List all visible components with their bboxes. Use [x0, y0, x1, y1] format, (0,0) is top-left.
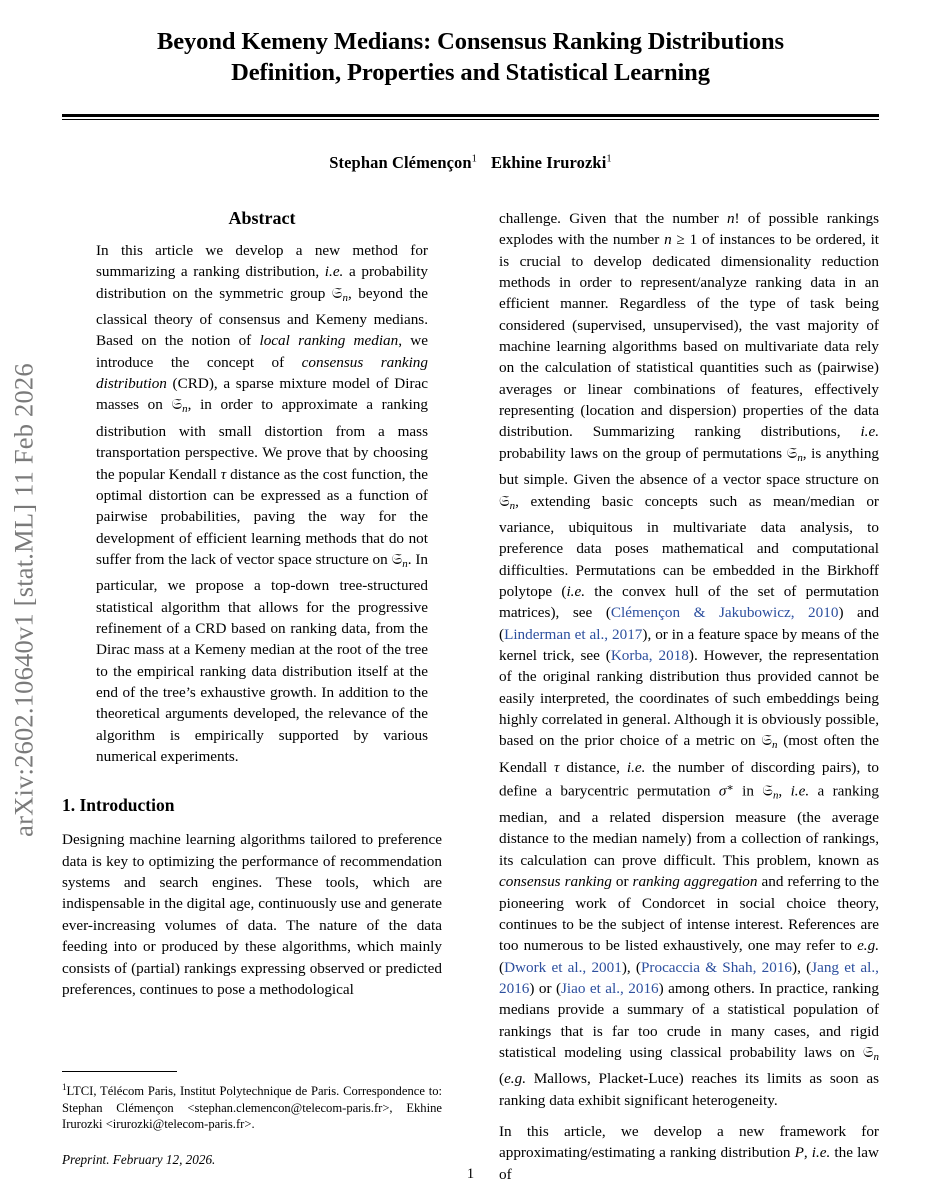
footnote-affiliation: $^1$LTCI, Télécom Paris, Institut Polytechnique de Paris. Correspondence to: Stephan Clémençon <stephan.clemencon@telecom-paris.fr>, Ekhine Irurozki <irurozki@telecom-paris.fr>.	[62, 1082, 442, 1132]
title-block	[62, 0, 879, 173]
footnote-mark: 1	[62, 1082, 67, 1093]
page-number: 1	[466, 1166, 475, 1182]
left-column	[62, 208, 442, 1168]
introduction-paragraph-1-part-a: Designing machine learning algorithms tailored to preference data is key to optimizing the performance of recommendation systems and search engines. These tools, which are indispensable in the digital age, continuously use and generate ever-increasing volumes of data. The nature of the data feeding into or produced by these algorithms, which mainly consists of (partial) rankings expressing observed or predicted preferences, continues to pose a methodological	[62, 831, 442, 998]
abstract-text: In this article we develop a new method for summarizing a ranking distribution, i.e. a probability distribution on the symmetric group 𝔖$_n$, beyond the classical theory of consensus and Kemeny medians. Based on the notion of local ranking median, we introduce the concept of consensus ranking distribution (CRD), a sparse mixture model of Dirac masses on 𝔖$_n$, in order to approximate a ranking distribution with small distortion from a mass transportation perspective. We prove that by choosing the popular Kendall τ distance as the cost function, the optimal distortion can be expressed as a function of pairwise probabilities, paving the way for the development of efficient learning methods that do not suffer from the lack of vector space structure on 𝔖$_n$. In particular, we propose a top-down tree-structured statistical algorithm that allows for the progressive refinement of a CRD based on ranking data, from the Dirac mass at a Kemeny median at the root of the tree to the empirical ranking data distribution itself at the end of the tree’s exhaustive growth. In addition to the theoretical arguments developed, the relevance of the algorithm is empirically supported by various numerical experiments.	[96, 242, 429, 766]
author-first-affiliation-mark: 1	[471, 153, 478, 165]
abstract-section	[62, 208, 442, 767]
paper-title-line-1: Beyond Kemeny Medians: Consensus Ranking Distributions	[157, 28, 784, 55]
two-column-body	[62, 208, 880, 1183]
citation-link[interactable]: Dwork et al., 2001	[504, 958, 622, 976]
citation-link[interactable]: Jang et al., 2016	[499, 958, 879, 997]
introduction-paragraph-2: In this article, we develop a new framework for approximating/estimating a ranking distribution P, i.e. the law of	[499, 1123, 880, 1183]
citation-link[interactable]: Korba, 2018	[610, 647, 689, 664]
author-second-name: Ekhine Irurozki	[491, 153, 607, 172]
citation-link[interactable]: Procaccia & Shah, 2016	[640, 958, 793, 976]
arxiv-stamp	[0, 0, 48, 1200]
abstract-heading: Abstract	[228, 208, 296, 228]
author-second	[491, 153, 612, 172]
page-title	[62, 26, 879, 88]
introduction-paragraph-1-part-b: challenge. Given that the number n! of possible rankings explodes with the number n ≥ 1 of instances to be ordered, it is crucial to develop dedicated dimensionality reduction methods in order to represent/analyze ranking data in an efficient manner. Regardless of the type of task being considered (supervised, unsupervised), the vast majority of machine learning algorithms based on multivariate data rely on the calculation of statistical quantities such as (pairwise) averages or linear combinations of features, effectively representing (location and dispersion) properties of the data distribution. Summarizing ranking distributions, i.e. probability laws on the group of permutations 𝔖$_n$, is anything but simple. Given the absence of a vector space structure on 𝔖$_n$, extending basic concepts such as mean/median or variance, ubiquitous in multivariate data analysis, to preference data poses mathematical and computational difficulties. Permutations can be embedded in the Birkhoff polytope (i.e. the convex hull of the set of permutation matrices), see (Clémençon & Jakubowicz, 2010) and (Linderman et al., 2017), or in a feature space by means of the kernel trick, see (Korba, 2018). However, the representation of the original ranking distribution thus provided cannot be easily interpreted, the coordinates of such embeddings being highly correlated in general. Although it is obviously possible, based on the prior choice of a metric on 𝔖$_n$ (most often the Kendall τ distance, i.e. the number of discording pairs), to define a barycentric permutation σ∗ in 𝔖$_n$, i.e. a ranking median, and a related dispersion measure (the average distance to the median namely) from a collection of rankings, its calculation can prove difficult. This problem, known as consensus ranking or ranking aggregation and referring to the pioneering work of Condorcet in social choice theory, continues to be the subject of intense interest. References are too numerous to be listed exhaustively, one may refer to e.g. (Dwork et al., 2001), (Procaccia & Shah, 2016), (Jang et al., 2016) or (Jiao et al., 2016) among others. In practice, ranking medians provide a summary of a statistical population of rankings that is far too crude in many cases, and rigid statistical modeling using classical probability laws on 𝔖$_n$ (e.g. Mallows, Placket-Luce) reaches its limits as soon as ranking data exhibit significant heterogeneity.	[499, 210, 880, 1109]
footnote-divider	[62, 1071, 177, 1072]
preprint-notice: Preprint. February 12, 2026.	[62, 1152, 216, 1167]
section-heading-introduction: 1. Introduction	[62, 795, 175, 816]
citation-link[interactable]: Jiao et al., 2016	[561, 979, 659, 997]
paper-page	[62, 0, 879, 1200]
author-second-affiliation-mark: 1	[606, 153, 612, 165]
citation-link[interactable]: Linderman et al., 2017	[504, 625, 643, 643]
author-first	[329, 153, 477, 172]
paper-title-line-2: Definition, Properties and Statistical Learning	[231, 59, 710, 86]
footnote-block	[62, 1071, 442, 1168]
title-divider	[62, 114, 879, 120]
author-first-name: Stephan Clémençon	[329, 153, 472, 172]
right-column	[499, 208, 880, 1183]
citation-link[interactable]: Clémençon & Jakubowicz, 2010	[610, 604, 839, 622]
author-list	[62, 153, 879, 173]
arxiv-stamp-text: arXiv:2602.10640v1 [stat.ML] 11 Feb 2026	[8, 363, 39, 837]
